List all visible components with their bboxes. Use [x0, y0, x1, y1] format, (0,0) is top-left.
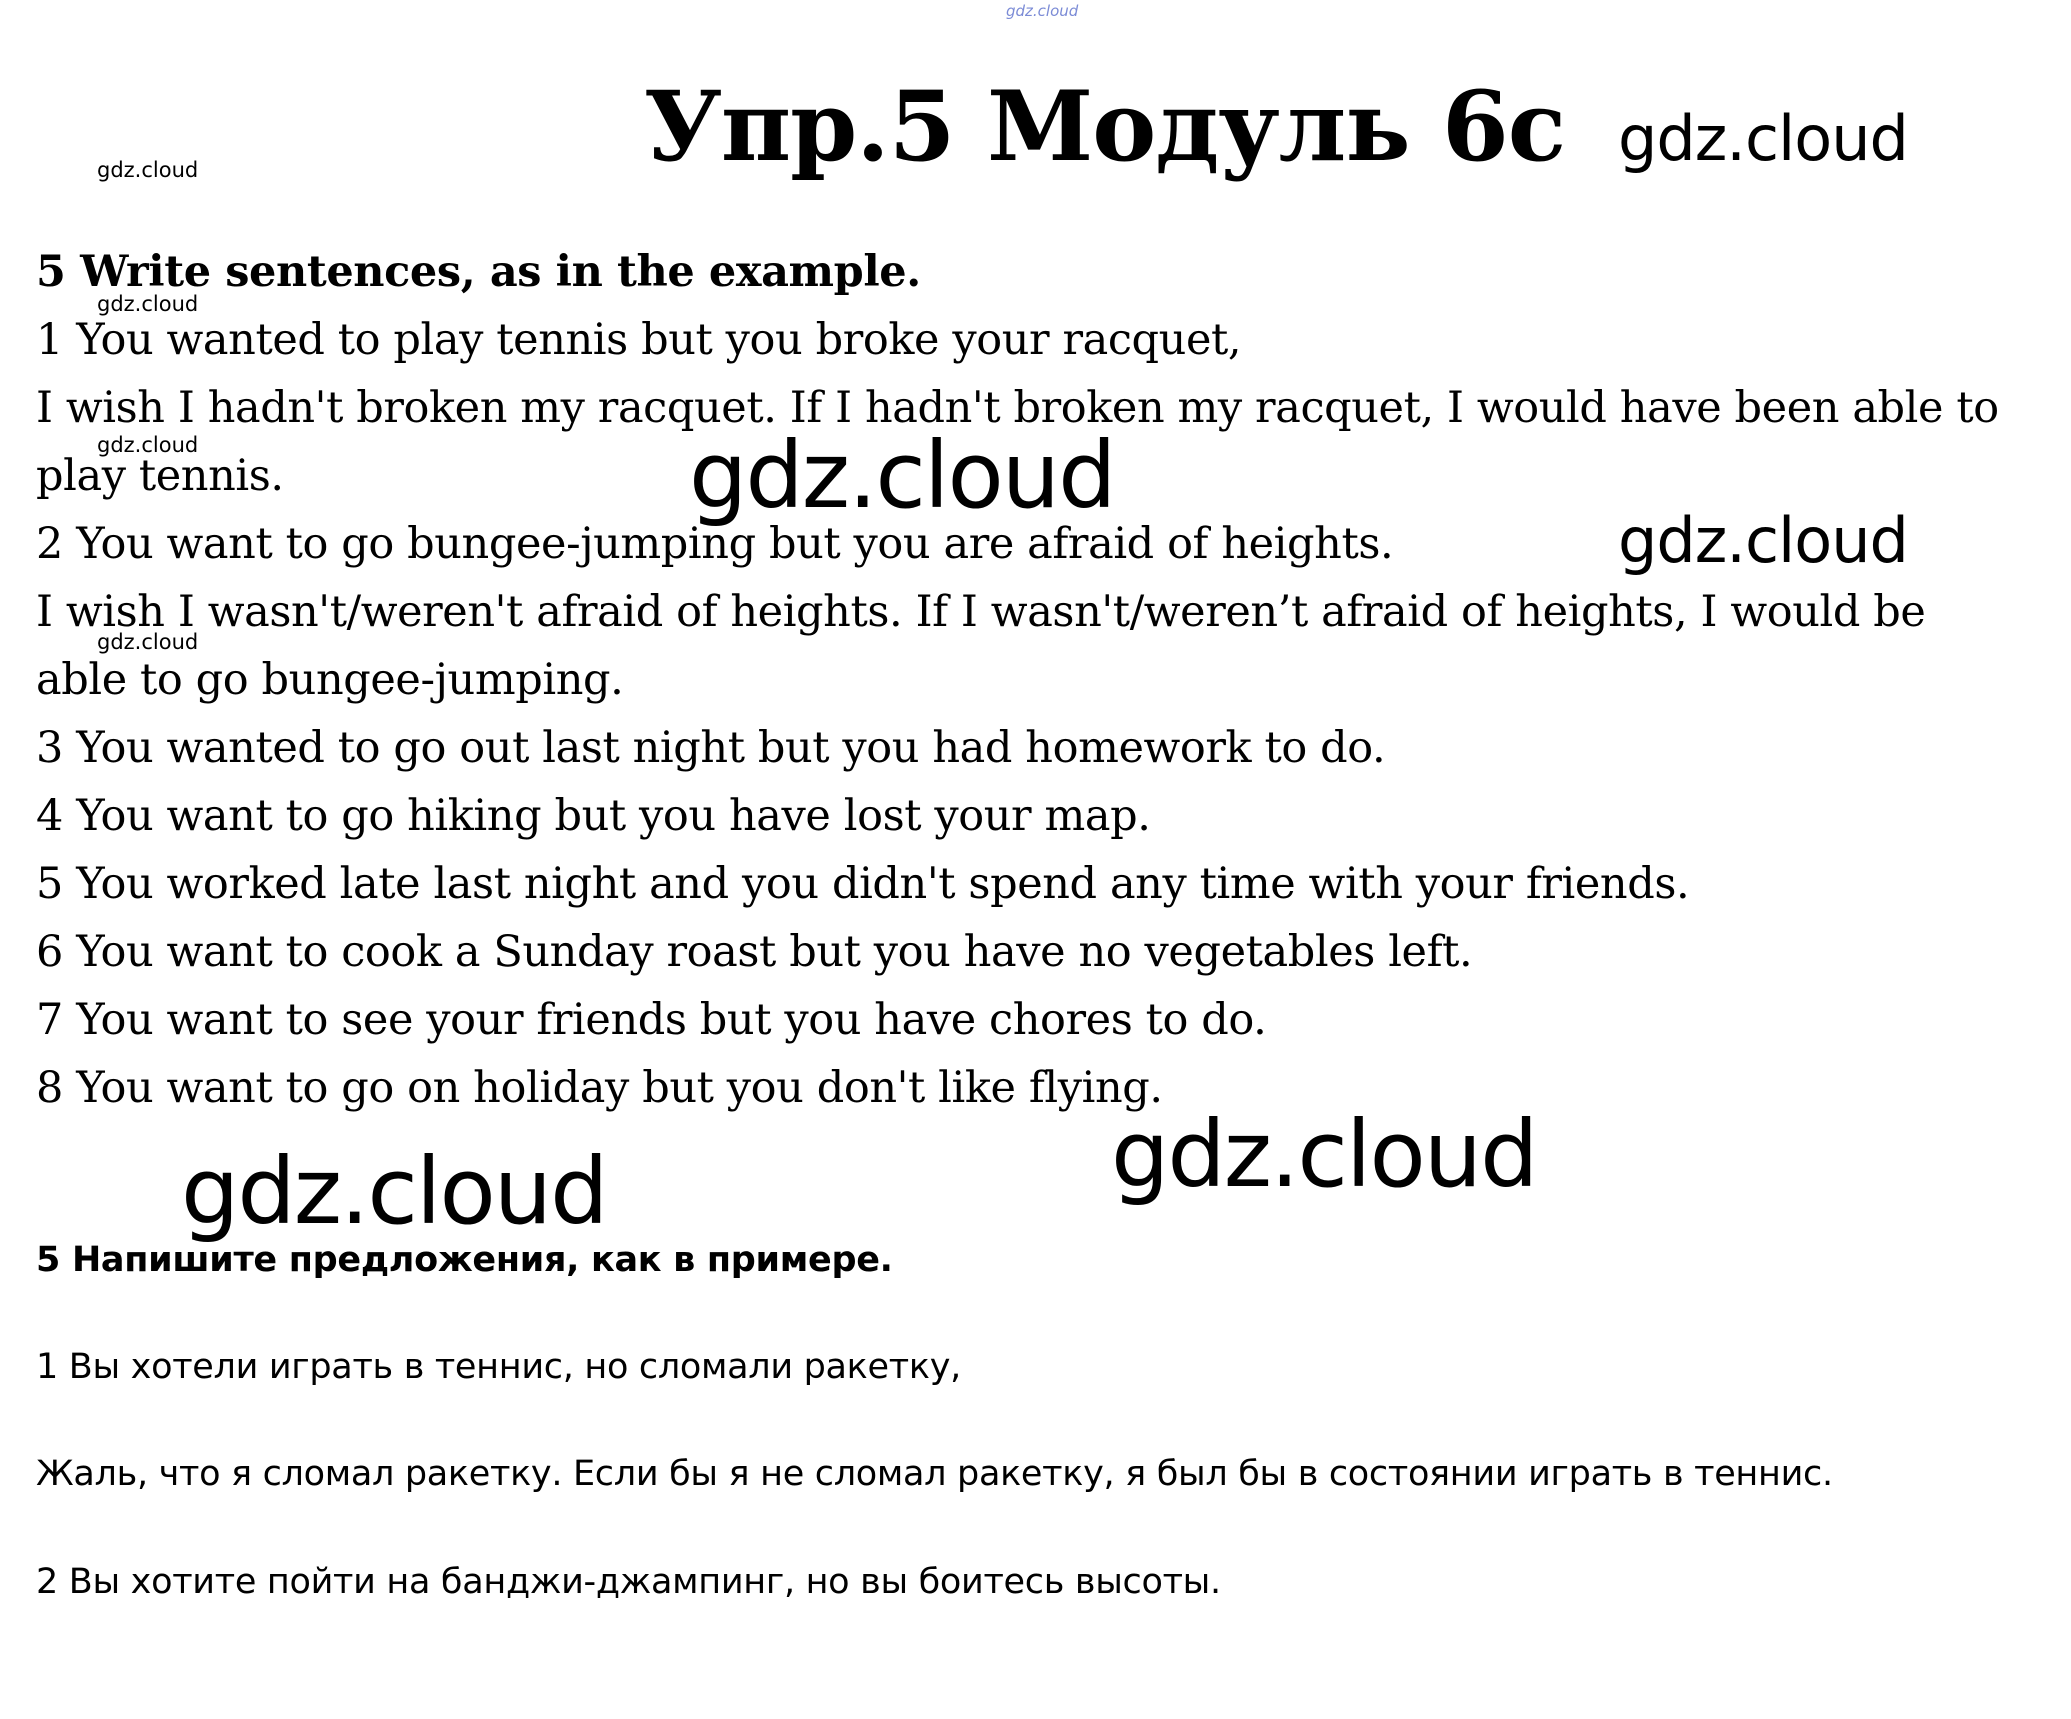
- watermark-top-right: gdz.cloud: [1618, 102, 1908, 175]
- russian-line-3: 2 Вы хотите пойти на банджи-джампинг, но вы боитесь высоты.: [36, 1562, 1221, 1602]
- english-line-12: 8 You want to go on holiday but you don't like flying.: [36, 1063, 1163, 1113]
- english-heading: 5 Write sentences, as in the example.: [36, 247, 921, 297]
- english-line-4: 2 You want to go bungee-jumping but you are afraid of heights.: [36, 519, 1394, 569]
- russian-heading: 5 Напишите предложения, как в примере.: [36, 1240, 893, 1280]
- english-line-9: 5 You worked late last night and you didn't spend any time with your friends.: [36, 859, 1690, 909]
- english-line-3: play tennis.: [36, 451, 284, 501]
- watermark-small-4: gdz.cloud: [97, 630, 199, 654]
- english-line-2: I wish I hadn't broken my racquet. If I hadn't broken my racquet, I would have been able to: [36, 383, 1999, 433]
- english-line-6: able to go bungee-jumping.: [36, 655, 624, 705]
- english-line-8: 4 You want to go hiking but you have lost your map.: [36, 791, 1151, 841]
- english-line-1: 1 You wanted to play tennis but you broke your racquet,: [36, 315, 1242, 365]
- english-line-11: 7 You want to see your friends but you have chores to do.: [36, 995, 1267, 1045]
- english-line-10: 6 You want to cook a Sunday roast but you have no vegetables left.: [36, 927, 1473, 977]
- russian-line-1: 1 Вы хотели играть в теннис, но сломали ракетку,: [36, 1347, 961, 1387]
- page-title: Упр.5 Модуль 6с: [644, 70, 1566, 183]
- watermark-bottom-right: gdz.cloud: [1111, 1101, 1537, 1208]
- watermark-bottom-left: gdz.cloud: [181, 1138, 607, 1245]
- english-line-7: 3 You wanted to go out last night but you had homework to do.: [36, 723, 1386, 773]
- russian-line-2: Жаль, что я сломал ракетку. Если бы я не сломал ракетку, я был бы в состоянии играть в теннис.: [36, 1454, 1833, 1494]
- watermark-middle-center: gdz.cloud: [689, 422, 1115, 529]
- watermark-middle-right: gdz.cloud: [1618, 504, 1908, 577]
- english-line-5: I wish I wasn't/weren't afraid of heights. If I wasn't/weren’t afraid of heights, I would be: [36, 587, 1926, 637]
- watermark-small-1: gdz.cloud: [97, 158, 199, 182]
- watermark-small-3: gdz.cloud: [97, 433, 199, 457]
- watermark-top-center: gdz.cloud: [1006, 2, 1079, 20]
- watermark-small-2: gdz.cloud: [97, 292, 199, 316]
